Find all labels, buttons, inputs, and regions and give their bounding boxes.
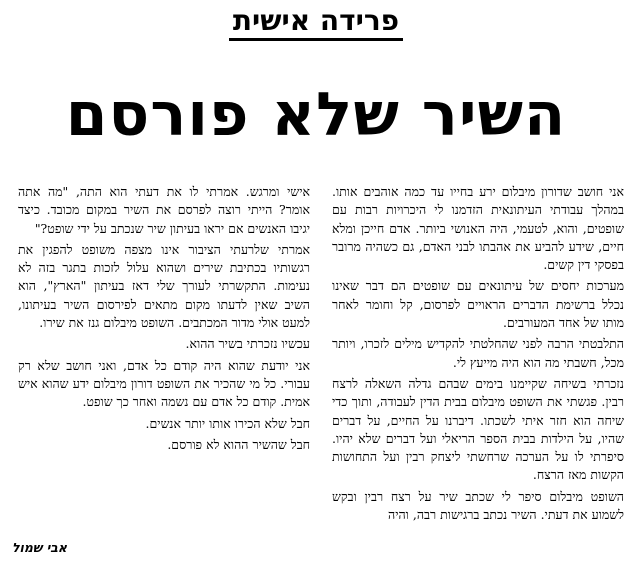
article-column-left <box>18 183 310 457</box>
paragraph: התלבטתי הרבה לפני שהחלטתי להקדיש מילים לזכרו, ויותר מכל, חשבתי מה הוא היה מייעץ לי. <box>332 336 624 370</box>
paragraph: אני יודעת שהוא היה קודם כל אדם, ואני חושב שלא רק עבורי. כל מי שהכיר את השופט דורון מיבלום ידע שהוא איש אמית. קודם כל אדם עם נשמה ואחר כך שופט. <box>18 357 310 410</box>
article-headline: השיר שלא פורסם <box>65 80 567 150</box>
paragraph: מערכות יחסים של עיתונאים עם שופטים הם דבר שאינו נכלל ברשימת הדברים הראויים לפרסום, קל וחומר לאחר מותו של אחד המעורבים. <box>332 278 624 331</box>
paragraph: עכשיו נזכרתי בשיר ההוא. <box>185 336 310 352</box>
paragraph: השופט מיבלום סיפר לי שכתב שיר על רצח רבין ובקש לשמוע את דעתי. השיר נכתב ברגישות רבה, והיה <box>332 488 624 523</box>
kicker-text: פרידה אישית <box>229 4 403 41</box>
article-column-right <box>332 183 624 527</box>
paragraph: נזכרתי בשיחה שקיימנו בימים שבהם גדלה השאלה לרצח רבין. פגשתי את השופט מיבלום בבית הדין לעבודה, ותוך כדי שיחה הוא חזר איתי לשכתו. דיברנו על החיים, על דברים שהיו, על הילדות בבית הספר הריאלי ועל דברים שלא יהיו. סיפרתי לו על הערכה שרחשתי ליצחק רבין ועל התחושות הקשות מאז הרצח. <box>332 375 624 483</box>
article-kicker <box>0 4 632 41</box>
paragraph: חבל שהשיר ההוא לא פורסם. <box>167 436 310 452</box>
paragraph: אמרתי שלרעתי הציבור אינו מצפה משופט להפגין את רגשותיו בכתיבת שירים ושהוא עלול לזכות בתגר בזה לא נעימות. התקשרתי לעורך שלי דאז בעיתון "הארץ", הוא השיב שאין לדעתו מקום מתאים לפירסום השיר בעיתונו, למעט אולי מדור המכתבים. השופט מיבלום גנז את שירו. <box>18 241 310 331</box>
paragraph: אישי ומרגש. אמרתי לו את דעתי הוא התה, "מה אתה אומר? הייתי רוצה לפרסם את השיר במקום מכובד. כיצד יגיבו האנשים אם יראו בעיתון שיר שנכתב על ידי שופט?" <box>18 184 310 236</box>
paragraph: אני חושב שדורון מיבלום ירע בחייו עד כמה אוהבים אותו. במהלך עבודתי העיתונאית הזדמנו לי היכרויות רבות עם שופטים, והוא, לטעמי, היה האנושי ביותר. אדם חייכן ומלא חיים, שידע להביע את אהבתו לבני האדם, גם כשהיה מרובר בפסקי דין קשים. <box>332 184 624 273</box>
author-byline: אבי שמול <box>12 540 68 555</box>
paragraph: חבל שלא הכירו אותו יותר אנשים. <box>145 415 310 431</box>
